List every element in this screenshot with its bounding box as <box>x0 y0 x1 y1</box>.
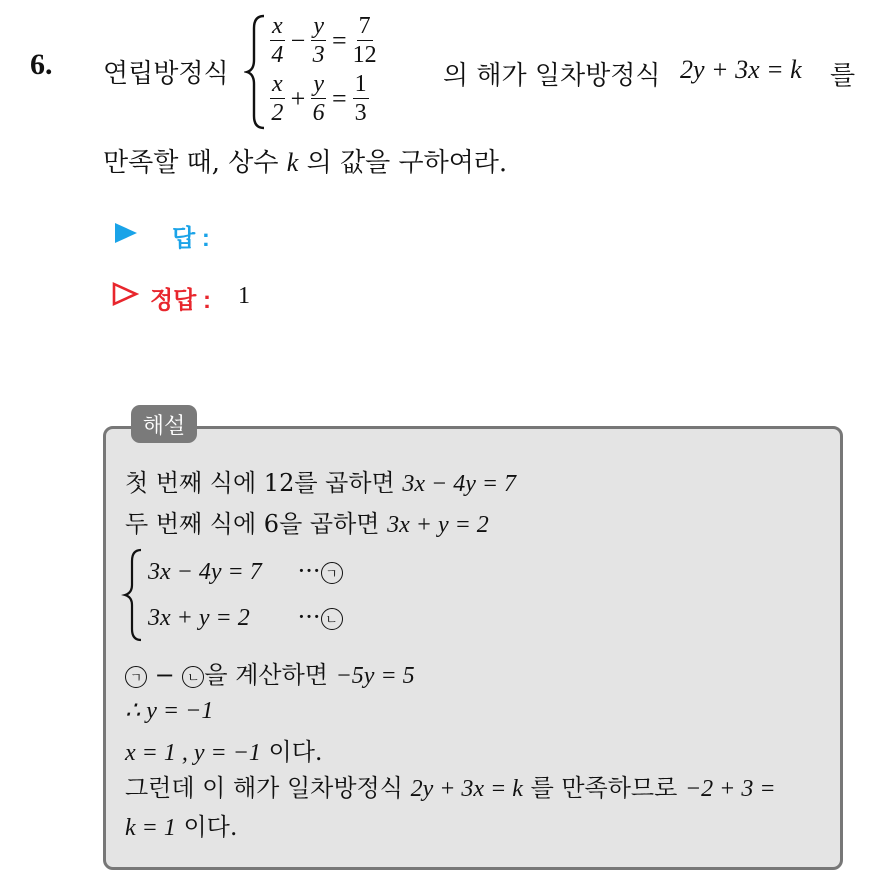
system-equation-2: $\frac{x}{2}$ + $\frac{y}{6}$ = $\frac{1}{3}$ <box>271 71 367 126</box>
question-after-equation: 를 <box>830 61 856 91</box>
solution-line-5: x = 1 , y = −1 이다. <box>125 738 323 766</box>
question-intro: 연립방정식 <box>103 59 229 89</box>
solution-line-6: 그런데 이 해가 일차방정식 2y + 3x = k 를 만족하므로 −2 + 3 = <box>125 774 776 802</box>
correct-answer-arrow-icon <box>111 281 139 307</box>
question-after-system: 의 해가 일차방정식 <box>443 61 661 91</box>
system-equation-1: $\frac{x}{4}$ − $\frac{y}{3}$ = $\frac{7}{12}$ <box>271 13 377 68</box>
solution-system-eq-2: 3x + y = 2 ··· ㄴ <box>148 603 343 632</box>
solution-line-4: ∴ y = −1 <box>125 698 214 724</box>
solution-system-brace <box>121 547 145 643</box>
answer-arrow-icon <box>113 221 139 245</box>
correct-answer-value: 1 <box>238 283 250 309</box>
solution-system-eq-1: 3x − 4y = 7 ··· ㄱ <box>148 557 343 586</box>
solution-line-1: 첫 번째 식에 12를 곱하면 3x − 4y = 7 <box>125 469 517 497</box>
answer-label: 답 : <box>172 225 210 252</box>
question-number: 6. <box>30 48 53 81</box>
correct-answer-label: 정답 : <box>150 287 212 314</box>
question-linear-equation: 2y + 3x = k <box>680 55 802 84</box>
question-line-2: 만족할 때, 상수 k 의 값을 구하여라. <box>103 148 508 178</box>
system-brace <box>244 12 270 132</box>
solution-tag: 해설 <box>131 405 197 443</box>
solution-line-3: ㄱ − ㄴ 을 계산하면 −5y = 5 <box>125 655 415 690</box>
solution-line-2: 두 번째 식에 6을 곱하면 3x + y = 2 <box>125 510 489 538</box>
solution-line-7: k = 1 이다. <box>125 813 238 841</box>
